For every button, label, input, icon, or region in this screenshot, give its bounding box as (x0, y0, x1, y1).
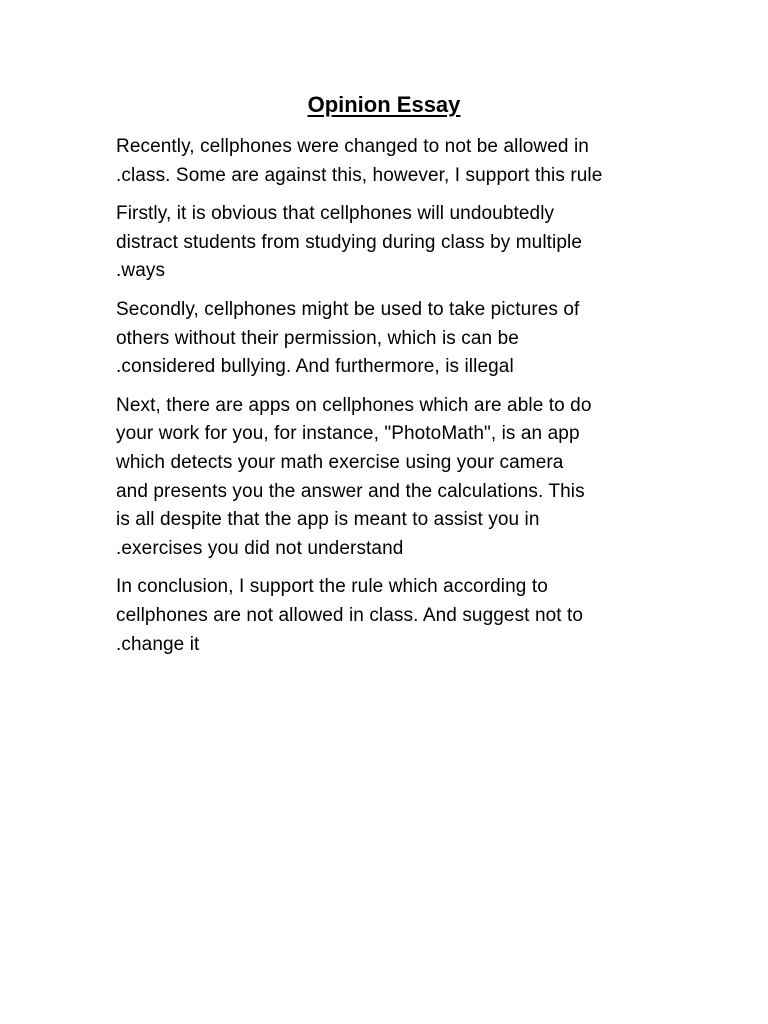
text-line: distract students from studying during class by multiple (116, 231, 583, 253)
paragraph-next (116, 392, 696, 564)
text-line: and presents you the answer and the calculations. This (116, 480, 585, 502)
text-line: cellphones are not allowed in class. And suggest not to (116, 604, 584, 626)
text-line: Next, there are apps on cellphones which are able to do (116, 394, 592, 416)
paragraph-secondly (116, 296, 696, 382)
text-line: others without their permission, which is can be (116, 327, 519, 349)
paragraph-intro (116, 133, 696, 190)
text-line: which detects your math exercise using your camera (116, 451, 564, 473)
text-line: Recently, cellphones were changed to not be allowed in (116, 136, 589, 157)
text-line: your work for you, for instance, "PhotoMath", is an app (116, 423, 580, 445)
text-line: Secondly, cellphones might be used to take pictures of (116, 298, 580, 320)
text-line: is all despite that the app is meant to assist you in (116, 509, 540, 531)
text-line: .considered bullying. And furthermore, is illegal (116, 356, 514, 378)
paragraph-firstly (116, 200, 696, 286)
paragraph-conclusion (116, 573, 696, 659)
text-line: In conclusion, I support the rule which according to (116, 576, 548, 598)
essay-body (116, 133, 696, 669)
text-line: .exercises you did not understand (116, 537, 404, 559)
text-line: Firstly, it is obvious that cellphones will undoubtedly (116, 203, 555, 225)
essay-title: Opinion Essay (307, 92, 461, 117)
text-line: .class. Some are against this, however, I support this rule (116, 164, 603, 186)
text-line: .ways (116, 260, 166, 282)
text-line: .change it (116, 633, 200, 655)
